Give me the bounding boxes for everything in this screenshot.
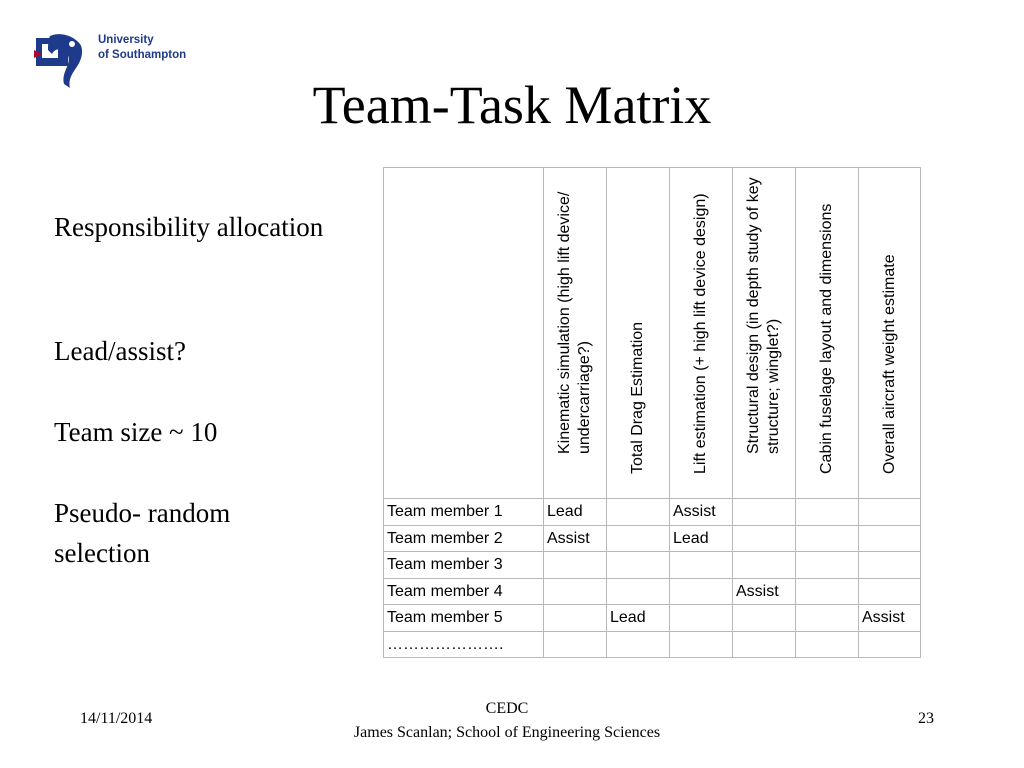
logo-southampton-text: of Southampton xyxy=(98,49,187,61)
role-cell xyxy=(670,552,733,579)
column-header xyxy=(607,168,670,499)
role-cell xyxy=(607,552,670,579)
role-cell xyxy=(670,631,733,658)
column-header-label: Cabin fuselage layout and dimensions xyxy=(818,203,835,474)
footer-cedc: CEDC xyxy=(485,700,529,717)
footer-author: James Scanlan; School of Engineering Sciences xyxy=(353,724,661,741)
column-header xyxy=(670,168,733,499)
role-cell xyxy=(607,578,670,605)
team-task-matrix xyxy=(383,167,921,658)
role-cell xyxy=(733,525,796,552)
slide-title: Team-Task Matrix xyxy=(312,75,712,135)
column-header-label: Kinematic simulation (high lift device/ undercarriage?) xyxy=(556,191,593,454)
role-cell xyxy=(607,525,670,552)
role-cell xyxy=(670,605,733,632)
column-header xyxy=(544,168,607,499)
pseudo-random-text: Pseudo- random selection xyxy=(54,498,231,568)
role-cell xyxy=(796,525,859,552)
page-number: 23 xyxy=(918,710,934,727)
logo-university-text: University xyxy=(98,34,154,46)
role-cell xyxy=(859,525,921,552)
role-cell xyxy=(733,605,796,632)
member-name-cell: …………………. xyxy=(384,631,544,658)
member-name-cell: Team member 5 xyxy=(384,605,544,632)
footer-date: 14/11/2014 xyxy=(80,710,153,727)
role-cell xyxy=(796,552,859,579)
column-header xyxy=(859,168,921,499)
column-header-label: Lift estimation (+ high lift device design) xyxy=(692,193,709,474)
matrix-header-row xyxy=(384,168,921,499)
role-cell xyxy=(859,552,921,579)
table-row xyxy=(384,499,921,526)
member-name-cell: Team member 2 xyxy=(384,525,544,552)
column-header xyxy=(796,168,859,499)
role-cell: Assist xyxy=(859,605,921,632)
role-cell xyxy=(733,631,796,658)
role-cell xyxy=(796,499,859,526)
role-cell: Lead xyxy=(544,499,607,526)
lead-assist-text: Lead/assist? xyxy=(54,336,186,366)
table-row xyxy=(384,605,921,632)
column-header-label: Structural design (in depth study of key structure; winglet?) xyxy=(745,177,782,454)
role-cell xyxy=(796,631,859,658)
role-cell xyxy=(544,631,607,658)
role-cell: Lead xyxy=(607,605,670,632)
table-row xyxy=(384,578,921,605)
table-row xyxy=(384,631,921,658)
team-size-text: Team size ~ 10 xyxy=(54,417,218,447)
role-cell xyxy=(859,578,921,605)
role-cell xyxy=(859,499,921,526)
role-cell xyxy=(544,578,607,605)
role-cell xyxy=(544,552,607,579)
role-cell xyxy=(670,578,733,605)
responsibility-allocation-text: Responsibility allocation xyxy=(54,212,324,242)
member-name-cell: Team member 3 xyxy=(384,552,544,579)
role-cell xyxy=(733,552,796,579)
column-header xyxy=(733,168,796,499)
role-cell xyxy=(796,578,859,605)
column-header-label: Overall aircraft weight estimate xyxy=(880,254,898,474)
member-name-cell: Team member 4 xyxy=(384,578,544,605)
role-cell: Assist xyxy=(544,525,607,552)
member-name-cell: Team member 1 xyxy=(384,499,544,526)
role-cell xyxy=(544,605,607,632)
column-header-label: Total Drag Estimation xyxy=(629,321,646,474)
role-cell xyxy=(607,631,670,658)
role-cell xyxy=(796,605,859,632)
role-cell: Assist xyxy=(733,578,796,605)
role-cell xyxy=(859,631,921,658)
role-cell: Assist xyxy=(670,499,733,526)
role-cell xyxy=(733,499,796,526)
matrix-header-empty xyxy=(384,168,544,499)
role-cell xyxy=(607,499,670,526)
role-cell: Lead xyxy=(670,525,733,552)
table-row xyxy=(384,525,921,552)
table-row xyxy=(384,552,921,579)
